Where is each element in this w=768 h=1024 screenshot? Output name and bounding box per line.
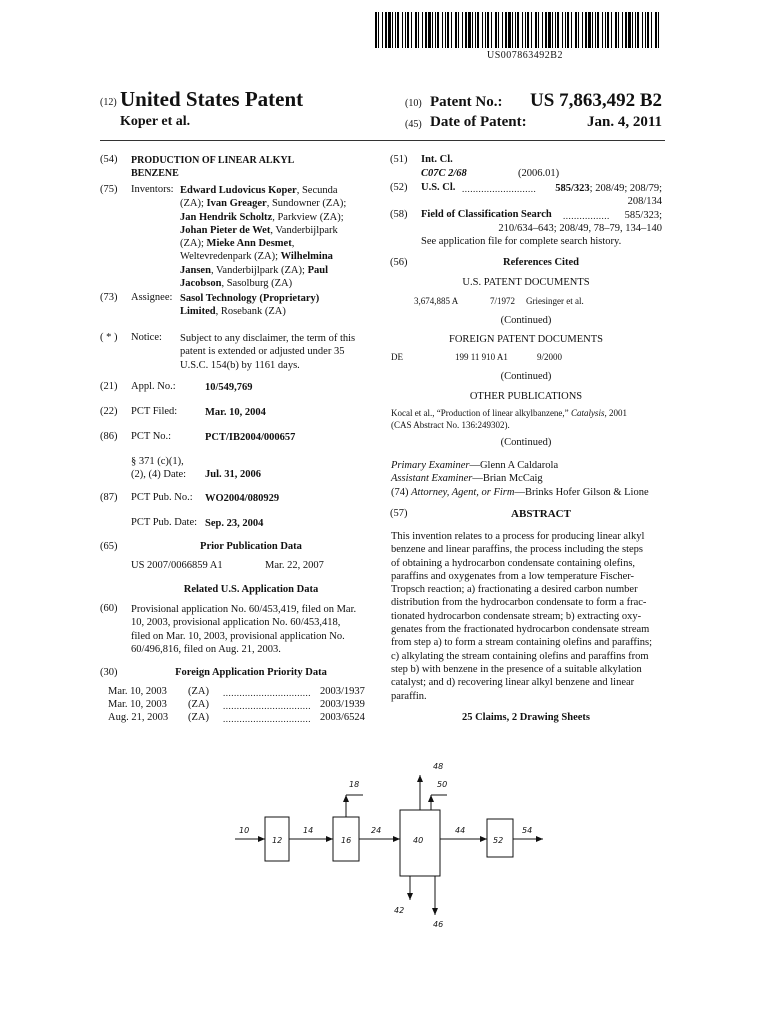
- document-title: United States Patent: [120, 87, 304, 111]
- barcode-bar: [632, 12, 633, 48]
- search-history-note: See application file for complete search history.: [421, 236, 622, 247]
- barcode-bar: [445, 12, 446, 48]
- inventor-location: ,: [291, 238, 295, 250]
- pct-no-value: PCT/IB2004/000657: [205, 432, 296, 443]
- inventor-location: , Vanderbijlpark: [270, 224, 338, 236]
- barcode-bar: [392, 12, 393, 48]
- barcode-bar: [515, 12, 516, 48]
- barcode-bar: [628, 12, 631, 48]
- pct-pub-date-value: Sep. 23, 2004: [205, 518, 264, 529]
- inventor-name: Jacobson: [180, 278, 222, 290]
- barcode-bar: [418, 12, 419, 48]
- leader-dots: ................................: [223, 714, 311, 724]
- barcode-bar: [508, 12, 511, 48]
- inventor-line: [180, 277, 380, 290]
- barcode-bar: [502, 12, 503, 48]
- foreign-ref-country: DE: [391, 352, 403, 362]
- abstract-line: distribution from the hydrocarbon condensate to form a frac-: [391, 597, 647, 609]
- barcode-bar: [658, 12, 659, 48]
- inventor-name: Wilhelmina: [280, 251, 333, 263]
- abstract-line: This invention relates to a process for producing linear alkyl: [391, 531, 645, 542]
- inventor-location: , Vanderbijlpark (ZA);: [210, 264, 308, 276]
- barcode-bar: [385, 12, 387, 48]
- patent-date: Jan. 4, 2011: [586, 114, 662, 130]
- inventor-name: Jansen: [180, 264, 211, 276]
- inventor-line: [180, 250, 380, 263]
- barcode: [375, 12, 660, 48]
- unit-label-12: 12: [272, 836, 283, 845]
- field-73-code: (73): [100, 292, 118, 303]
- barcode-bar: [468, 12, 471, 48]
- barcode-bar: [527, 12, 529, 48]
- stream-label-14: 14: [303, 826, 314, 835]
- barcode-bar: [491, 12, 492, 48]
- notice-line: Subject to any disclaimer, the term of this: [180, 333, 356, 344]
- invention-title-line: BENZENE: [131, 168, 179, 180]
- barcode-bar: [522, 12, 523, 48]
- field-54-code: (54): [100, 154, 118, 165]
- prior-pub-date: Mar. 22, 2007: [265, 560, 324, 571]
- abstract-line: catalyst; and d) recovering linear alkyl benzene and linear: [391, 677, 635, 689]
- abstract-line: paraffin.: [391, 690, 427, 702]
- pct-filed-value: Mar. 10, 2004: [205, 407, 266, 418]
- barcode-bar: [437, 12, 439, 48]
- inventor-name: Johan Pieter de Wet: [180, 224, 271, 236]
- notice-code: ( * ): [100, 332, 118, 343]
- field-22-code: (22): [100, 406, 118, 417]
- barcode-bar: [542, 12, 543, 48]
- inventor-name: Edward Ludovicus Koper: [180, 185, 297, 196]
- barcode-number: US007863492B2: [487, 50, 563, 61]
- barcode-bar: [637, 12, 639, 48]
- stream-label-10: 10: [239, 826, 250, 835]
- barcode-bar: [647, 12, 649, 48]
- references-heading: References Cited: [503, 257, 579, 268]
- barcode-bar: [525, 12, 526, 48]
- us-cl-primary: 585/323: [555, 183, 590, 194]
- barcode-bar: [651, 12, 652, 48]
- barcode-bar: [622, 12, 623, 48]
- foreign-docs-heading: FOREIGN PATENT DOCUMENTS: [448, 334, 604, 345]
- stream-label-18: 18: [349, 780, 360, 789]
- barcode-bar: [402, 12, 403, 48]
- patent-no-label: Patent No.:: [430, 94, 503, 110]
- abstract-line: step b) with benzene in the presence of a suitable alkylation: [391, 663, 642, 675]
- us-cl-value: [520, 182, 662, 195]
- inventors-label: Inventors:: [131, 184, 174, 195]
- us-patent-docs-heading: U.S. PATENT DOCUMENTS: [462, 277, 590, 288]
- unit-label-52: 52: [493, 836, 504, 845]
- leader-dots: ................................: [223, 688, 311, 698]
- abstract-line: tionated hydrocarbon condensate stream; b) extracting oxy-: [391, 610, 642, 622]
- barcode-bar: [567, 12, 569, 48]
- barcode-bar: [498, 12, 499, 48]
- barcode-bar: [615, 12, 617, 48]
- priority-date: Mar. 10, 2003: [108, 699, 167, 710]
- unit-label-40: 40: [413, 836, 424, 845]
- inventors-list: [180, 184, 380, 290]
- abstract-line: paraffins and oxygenates from a low temperature Fischer-: [391, 570, 635, 582]
- inventor-name: Mieke Ann Desmet: [206, 238, 292, 250]
- inventor-line: [180, 211, 380, 224]
- notice-line: U.S.C. 154(b) by 1161 days.: [180, 359, 300, 371]
- barcode-bar: [378, 12, 379, 48]
- barcode-bar: [595, 12, 596, 48]
- us-cl-label: U.S. Cl.: [421, 182, 456, 193]
- inventor-name: Ivan Greager: [206, 198, 267, 210]
- barcode-bar: [625, 12, 627, 48]
- barcode-bar: [395, 12, 396, 48]
- assignee: [180, 292, 319, 319]
- field-51-code: (51): [390, 154, 408, 165]
- stream-label-48: 48: [433, 762, 444, 771]
- section-371: [131, 455, 186, 482]
- barcode-bar: [557, 12, 559, 48]
- barcode-bar: [407, 12, 409, 48]
- appl-no-label: Appl. No.:: [131, 381, 176, 392]
- attorney-label: Attorney, Agent, or Firm: [411, 486, 515, 498]
- leader-dots: ...........................: [462, 184, 537, 194]
- barcode-bar: [635, 12, 636, 48]
- foreign-priority-heading: Foreign Application Priority Data: [175, 667, 327, 678]
- section-371-line: § 371 (c)(1),: [131, 456, 184, 467]
- attorney-code: (74): [391, 486, 412, 498]
- pct-no-label: PCT No.:: [131, 431, 172, 442]
- abstract-heading: ABSTRACT: [511, 508, 571, 520]
- inventor-location: , Sundowner (ZA);: [266, 198, 347, 210]
- inventor-location: (ZA);: [180, 238, 207, 250]
- barcode-bar: [482, 12, 483, 48]
- barcode-bar: [555, 12, 556, 48]
- priority-number: 2003/1939: [320, 699, 365, 710]
- barcode-bar: [645, 12, 646, 48]
- field-30-code: (30): [100, 667, 118, 678]
- patent-number: US 7,863,492 B2: [530, 90, 662, 111]
- citation-text: Kocal et al., “Production of linear alkylbanzene,”: [391, 408, 571, 418]
- process-flow-diagram: [225, 755, 555, 935]
- barcode-bar: [505, 12, 507, 48]
- barcode-bar: [642, 12, 643, 48]
- barcode-bar: [428, 12, 431, 48]
- abstract-line: benzene and linear paraffins, the process including the steps: [391, 544, 644, 556]
- barcode-bar: [512, 12, 513, 48]
- inventor-line: [180, 237, 380, 250]
- inventor-location: (ZA);: [180, 198, 207, 210]
- inventor-location: Weltevredenpark (ZA);: [180, 251, 281, 263]
- citation-year: , 2001: [604, 408, 627, 418]
- priority-row: [108, 712, 370, 725]
- prior-pub-heading: Prior Publication Data: [200, 541, 302, 552]
- barcode-bar: [451, 12, 452, 48]
- primary-examiner-label: Primary Examiner: [391, 460, 470, 471]
- barcode-bar: [535, 12, 537, 48]
- priority-date: Mar. 10, 2003: [108, 686, 167, 697]
- barcode-bar: [485, 12, 486, 48]
- authors: Koper et al.: [120, 114, 191, 129]
- stream-label-44: 44: [455, 826, 466, 835]
- barcode-bar: [578, 12, 579, 48]
- notice-label: Notice:: [131, 332, 162, 343]
- foreign-ref-date: 9/2000: [537, 352, 563, 362]
- stream-label-50: 50: [437, 780, 448, 789]
- barcode-bar: [611, 12, 612, 48]
- barcode-bar: [575, 12, 577, 48]
- barcode-bar: [597, 12, 599, 48]
- priority-number: 2003/1937: [320, 686, 365, 697]
- section-371-date: Jul. 31, 2006: [205, 469, 262, 480]
- stream-label-42: 42: [394, 906, 405, 915]
- search-field-value-cont: 210/634–643; 208/49, 78–79, 134–140: [498, 223, 662, 234]
- us-docs-continued: (Continued): [500, 315, 552, 326]
- priority-country: (ZA): [188, 712, 209, 723]
- barcode-bar: [565, 12, 566, 48]
- inventor-location: , Sasolburg (ZA): [221, 278, 293, 290]
- provisional-line: 10, 2003, provisional application No. 60/453,418,: [131, 617, 341, 629]
- field-52-code: (52): [390, 182, 408, 193]
- provisional-line: filed on Mar. 10, 2003, provisional application No.: [131, 630, 345, 642]
- abstract-line: Tropsch reaction; a) fractionating a desired carbon number: [391, 584, 638, 596]
- int-cl-year: (2006.01): [518, 168, 560, 179]
- abstract-body: [391, 530, 662, 703]
- examiners: [391, 459, 666, 499]
- leader-dots: ................................: [223, 701, 311, 711]
- stream-label-24: 24: [371, 826, 382, 835]
- priority-country: (ZA): [188, 699, 209, 710]
- barcode-bar: [382, 12, 383, 48]
- inventor-line: [180, 197, 380, 210]
- barcode-bar: [487, 12, 489, 48]
- field-75-code: (75): [100, 184, 118, 195]
- barcode-bar: [405, 12, 406, 48]
- barcode-bar: [571, 12, 572, 48]
- barcode-bar: [447, 12, 449, 48]
- barcode-bar: [397, 12, 399, 48]
- barcode-bar: [655, 12, 657, 48]
- barcode-bar: [477, 12, 479, 48]
- field-58-code: (58): [390, 209, 408, 220]
- barcode-bar: [442, 12, 443, 48]
- pct-filed-label: PCT Filed:: [131, 406, 178, 417]
- assignee-label: Assignee:: [131, 292, 173, 303]
- priority-number: 2003/6524: [320, 712, 365, 723]
- barcode-bar: [458, 12, 459, 48]
- barcode-bar: [388, 12, 391, 48]
- assignee-name-suffix: Limited: [180, 306, 216, 318]
- field-65-code: (65): [100, 541, 118, 552]
- priority-date: Aug. 21, 2003: [108, 712, 169, 723]
- field-87-code: (87): [100, 492, 118, 503]
- barcode-bar: [531, 12, 532, 48]
- attorney-name: —Brinks Hofer Gilson & Lione: [514, 486, 649, 498]
- primary-examiner-name: —Glenn A Caldarola: [469, 460, 559, 471]
- section-371-line: (2), (4) Date:: [131, 469, 187, 481]
- prior-pub-number: US 2007/0066859 A1: [131, 560, 223, 571]
- us-ref-date: 7/1972: [490, 296, 516, 306]
- barcode-bar: [592, 12, 593, 48]
- inventor-location: , Secunda: [296, 185, 338, 196]
- patent-no-code: (10): [405, 98, 422, 109]
- barcode-bar: [375, 12, 377, 48]
- citation-journal: Catalysis: [570, 408, 605, 418]
- unit-label-16: 16: [341, 836, 352, 845]
- other-pubs-heading: OTHER PUBLICATIONS: [469, 391, 583, 402]
- abstract-line: of obtaining a hydrocarbon condensate containing olefins,: [391, 557, 636, 569]
- barcode-bar: [432, 12, 433, 48]
- abstract-line: from step a) to form a stream containing olefins and paraffins;: [391, 637, 653, 649]
- pct-pub-no-label: PCT Pub. No.:: [131, 492, 193, 503]
- date-label: Date of Patent:: [430, 114, 527, 130]
- field-86-code: (86): [100, 431, 118, 442]
- foreign-docs-continued: (Continued): [500, 371, 552, 382]
- barcode-bar: [538, 12, 539, 48]
- barcode-bar: [517, 12, 519, 48]
- abstract-line: genates from the fractionated hydrocarbon condensate stream: [391, 624, 650, 636]
- barcode-bar: [585, 12, 587, 48]
- field-21-code: (21): [100, 381, 118, 392]
- abstract-line: c) alkylating the stream containing olefins and paraffins from: [391, 650, 649, 662]
- inventor-name: Paul: [307, 264, 328, 276]
- barcode-bar: [435, 12, 436, 48]
- invention-title-line: PRODUCTION OF LINEAR ALKYL: [131, 155, 295, 166]
- barcode-bar: [422, 12, 423, 48]
- inventor-line: [180, 264, 380, 277]
- barcode-bar: [495, 12, 497, 48]
- us-cl-value-cont: 208/134: [627, 196, 662, 207]
- int-cl-class: C07C 2/68: [421, 168, 467, 179]
- stream-label-46: 46: [433, 920, 444, 929]
- appl-no-value: 10/549,769: [205, 382, 253, 393]
- provisional-line: 60/496,816, filed on Aug. 21, 2003.: [131, 643, 281, 655]
- barcode-bar: [545, 12, 547, 48]
- barcode-bar: [472, 12, 473, 48]
- inventor-name: Jan Hendrik Scholtz: [180, 211, 273, 223]
- barcode-bar: [602, 12, 603, 48]
- leader-dots: .................: [563, 211, 610, 221]
- priority-row: [108, 686, 370, 699]
- date-code: (45): [405, 119, 422, 130]
- field-56-code: (56): [390, 257, 408, 268]
- priority-country: (ZA): [188, 686, 209, 697]
- barcode-bar: [411, 12, 412, 48]
- inventor-line: [180, 224, 380, 237]
- barcode-bar: [588, 12, 591, 48]
- pct-pub-no-value: WO2004/080929: [205, 493, 280, 504]
- barcode-bar: [552, 12, 553, 48]
- stream-label-54: 54: [522, 826, 533, 835]
- barcode-bar: [618, 12, 619, 48]
- barcode-bar: [415, 12, 417, 48]
- inventor-location: , Parkview (ZA);: [272, 211, 344, 223]
- barcode-bar: [607, 12, 609, 48]
- barcode-bar: [548, 12, 551, 48]
- kind-code: (12): [100, 97, 117, 108]
- assignee-name: Sasol Technology (Proprietary): [180, 293, 320, 304]
- barcode-bar: [475, 12, 476, 48]
- barcode-bar: [455, 12, 457, 48]
- provisional-applications: [131, 603, 371, 656]
- us-ref-name: Griesinger et al.: [526, 296, 584, 306]
- header-rule: [100, 140, 665, 141]
- us-ref-number: 3,674,885 A: [414, 296, 459, 306]
- inventor-line: [180, 184, 380, 197]
- assignee-location: , Rosebank (ZA): [215, 306, 286, 318]
- search-field-value: 585/323;: [624, 210, 662, 221]
- related-heading: Related U.S. Application Data: [183, 584, 319, 595]
- invention-title: [131, 154, 294, 181]
- claims-summary: 25 Claims, 2 Drawing Sheets: [461, 712, 591, 723]
- notice-line: patent is extended or adjusted under 35: [180, 346, 345, 358]
- search-field-label: Field of Classification Search: [421, 209, 552, 220]
- barcode-bar: [582, 12, 583, 48]
- citation-text-cont: (CAS Abstract No. 136:249302).: [391, 419, 510, 430]
- pct-pub-date-label: PCT Pub. Date:: [131, 517, 198, 528]
- barcode-bar: [462, 12, 463, 48]
- notice-text: [180, 332, 370, 372]
- other-pubs-continued: (Continued): [500, 437, 552, 448]
- us-cl-secondary: ; 208/49; 208/79;: [589, 183, 662, 194]
- barcode-bar: [465, 12, 467, 48]
- foreign-ref-number: 199 11 910 A1: [455, 352, 508, 362]
- int-cl-label: Int. Cl.: [421, 154, 453, 165]
- barcode-bar: [562, 12, 563, 48]
- field-57-code: (57): [390, 508, 408, 519]
- other-pub-citation: [391, 408, 666, 431]
- assistant-examiner-label: Assistant Examiner: [391, 473, 473, 485]
- barcode-bar: [425, 12, 427, 48]
- assistant-examiner-name: —Brian McCaig: [472, 473, 543, 485]
- field-60-code: (60): [100, 603, 118, 614]
- provisional-line: Provisional application No. 60/453,419, filed on Mar.: [131, 604, 357, 615]
- priority-row: [108, 699, 370, 712]
- barcode-bar: [605, 12, 606, 48]
